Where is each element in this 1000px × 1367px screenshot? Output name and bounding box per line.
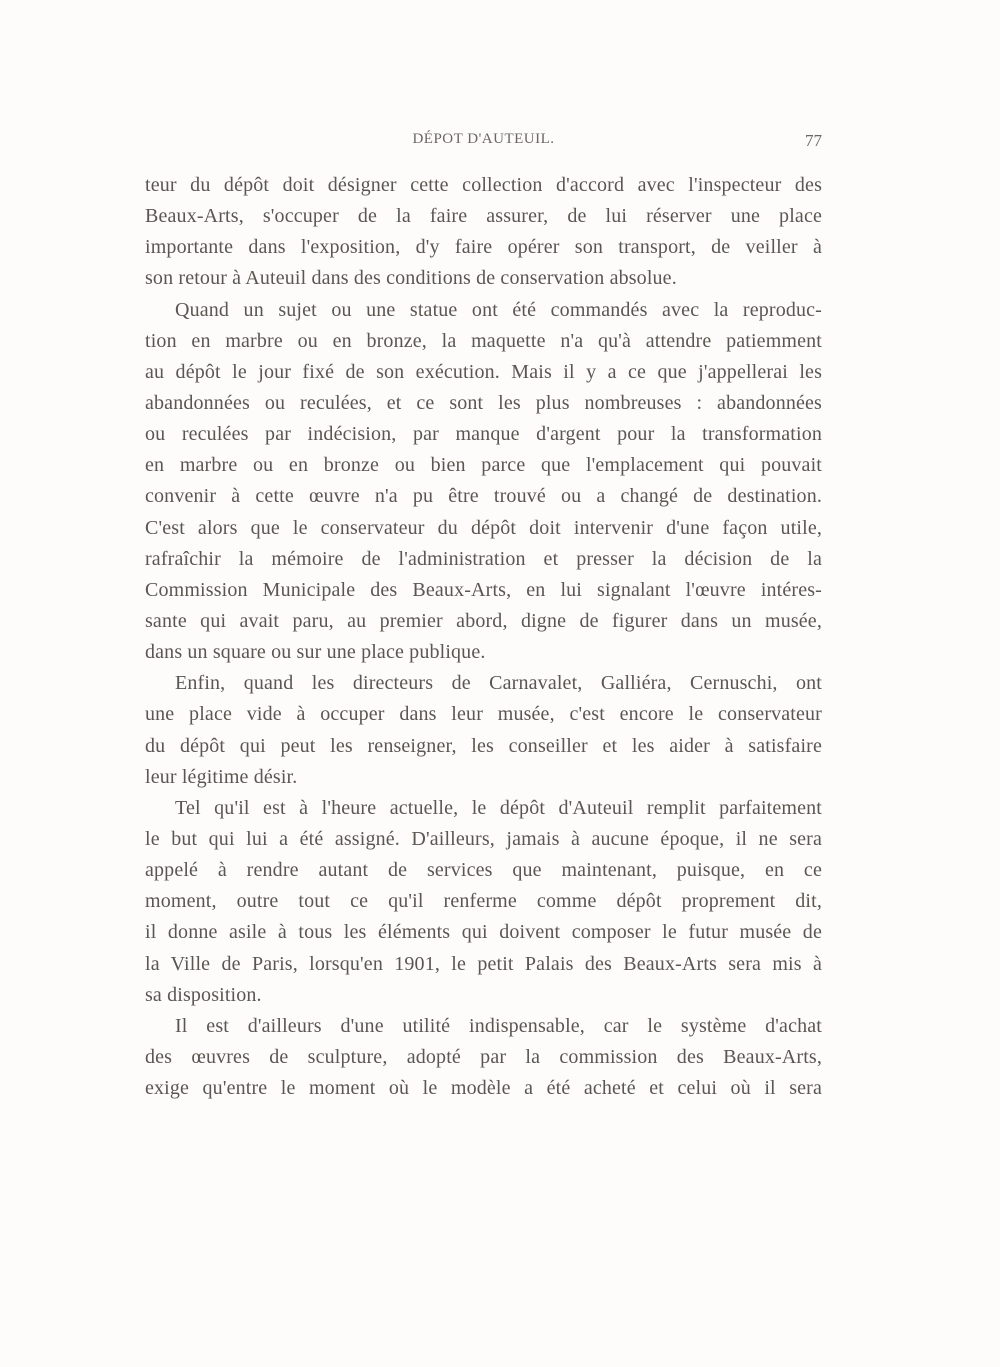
text-line: leur légitime désir. [145,765,298,788]
text-line: Il est d'ailleurs d'une utilité indispensable, car le système d'achat [175,1014,822,1037]
text-line: appelé à rendre autant de services que maintenant, puisque, en ce [145,859,822,882]
text-line: abandonnées ou reculées, et ce sont les plus nombreuses : abandonnées [145,391,822,414]
page-number: 77 [805,131,822,150]
text-line: la Ville de Paris, lorsqu'en 1901, le petit Palais des Beaux-Arts sera mis à [145,952,822,975]
text-line: le but qui lui a été assigné. D'ailleurs, jamais à aucune époque, il ne sera [145,827,822,850]
text-line: convenir à cette œuvre n'a pu être trouvé ou a changé de destination. [145,485,822,508]
text-line: des œuvres de sculpture, adopté par la commission des Beaux-Arts, [145,1045,822,1068]
running-title: DÉPOT D'AUTEUIL. [412,131,555,147]
body-text [145,170,822,1104]
running-head [145,131,822,155]
text-line: Tel qu'il est à l'heure actuelle, le dépôt d'Auteuil remplit parfaitement [175,796,822,819]
text-line: Enfin, quand les directeurs de Carnavalet, Galliéra, Cernuschi, ont [175,672,822,695]
text-line: Beaux-Arts, s'occuper de la faire assurer, de lui réserver une place [145,205,822,228]
text-line: Quand un sujet ou une statue ont été commandés avec la reproduc- [175,298,822,321]
text-line: Commission Municipale des Beaux-Arts, en lui signalant l'œuvre intéres- [145,578,822,601]
text-line: sante qui avait paru, au premier abord, digne de figurer dans un musée, [145,609,822,632]
text-line: teur du dépôt doit désigner cette collection d'accord avec l'inspecteur des [145,174,822,196]
text-line: du dépôt qui peut les renseigner, les conseiller et les aider à satisfaire [145,734,822,757]
text-line: tion en marbre ou en bronze, la maquette n'a qu'à attendre patiemment [145,329,822,352]
text-line: C'est alors que le conservateur du dépôt doit intervenir d'une façon utile, [145,516,822,539]
text-line: moment, outre tout ce qu'il renferme comme dépôt proprement dit, [145,890,822,913]
text-line: sa disposition. [145,983,262,1006]
text-line: en marbre ou en bronze ou bien parce que l'emplacement qui pouvait [145,454,822,477]
text-line: exige qu'entre le moment où le modèle a été acheté et celui où il sera [145,1077,822,1100]
text-line: ou reculées par indécision, par manque d'argent pour la transformation [145,423,822,446]
text-line: au dépôt le jour fixé de son exécution. Mais il y a ce que j'appellerai les [145,360,822,383]
text-line: il donne asile à tous les éléments qui doivent composer le futur musée de [145,921,822,944]
text-line: rafraîchir la mémoire de l'administration et presser la décision de la [145,547,822,570]
text-line: importante dans l'exposition, d'y faire opérer son transport, de veiller à [145,236,822,259]
text-line: son retour à Auteuil dans des conditions de conservation absolue. [145,267,677,290]
text-line: dans un square ou sur une place publique. [145,641,486,664]
text-line: une place vide à occuper dans leur musée, c'est encore le conservateur [145,703,822,726]
